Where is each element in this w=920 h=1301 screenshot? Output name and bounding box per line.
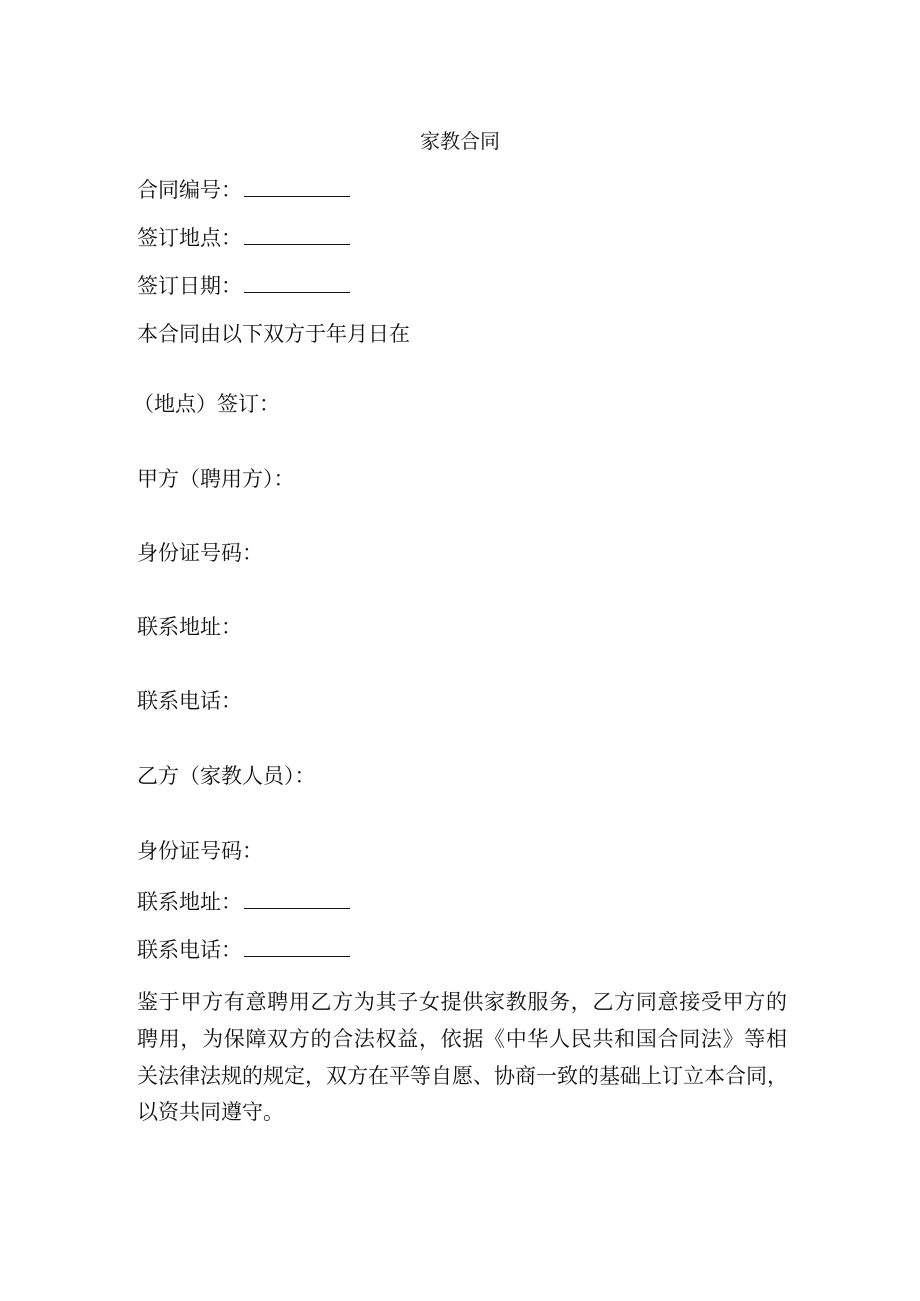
preamble-paragraph — [137, 984, 787, 1131]
contract-number-label: 合同编号： — [137, 178, 242, 202]
party-b-phone-row — [137, 935, 350, 965]
preamble-line: 关法律法规的规定，双方在平等自愿、协商一致的基础上订立本合同， — [137, 1063, 788, 1088]
intro-line-1: 本合同由以下双方于年月日在 — [137, 322, 410, 346]
party-b-address-row — [137, 887, 350, 917]
party-b-phone-label: 联系电话： — [137, 938, 242, 962]
contract-number-blank — [244, 178, 350, 197]
party-b-phone-blank — [244, 938, 350, 957]
signing-date-blank — [244, 274, 350, 293]
party-b-address-blank — [244, 890, 350, 909]
party-a-phone-label: 联系电话： — [137, 689, 242, 713]
party-b-id-label: 身份证号码： — [137, 839, 263, 863]
signing-date-label: 签订日期： — [137, 274, 242, 298]
preamble-line: 鉴于甲方有意聘用乙方为其子女提供家教服务，乙方同意接受甲方的 — [137, 990, 787, 1014]
party-b-address-label: 联系地址： — [137, 890, 242, 914]
signing-place-row — [137, 223, 350, 253]
contract-number-row — [137, 175, 350, 205]
preamble-line: 聘用，为保障双方的合法权益，依据《中华人民共和国合同法》等相 — [137, 1026, 787, 1051]
document-title: 家教合同 — [420, 129, 500, 153]
preamble-line: 以资共同遵守。 — [137, 1100, 284, 1125]
party-a-id-label: 身份证号码： — [137, 541, 263, 565]
party-a-heading: 甲方（聘用方）： — [137, 467, 295, 491]
signing-place-label: 签订地点： — [137, 226, 242, 250]
intro-line-2: （地点）签订： — [133, 392, 280, 416]
signing-date-row — [137, 271, 350, 301]
signing-place-blank — [244, 226, 350, 245]
party-a-address-label: 联系地址： — [137, 615, 242, 639]
party-b-heading: 乙方（家教人员）： — [137, 764, 316, 788]
